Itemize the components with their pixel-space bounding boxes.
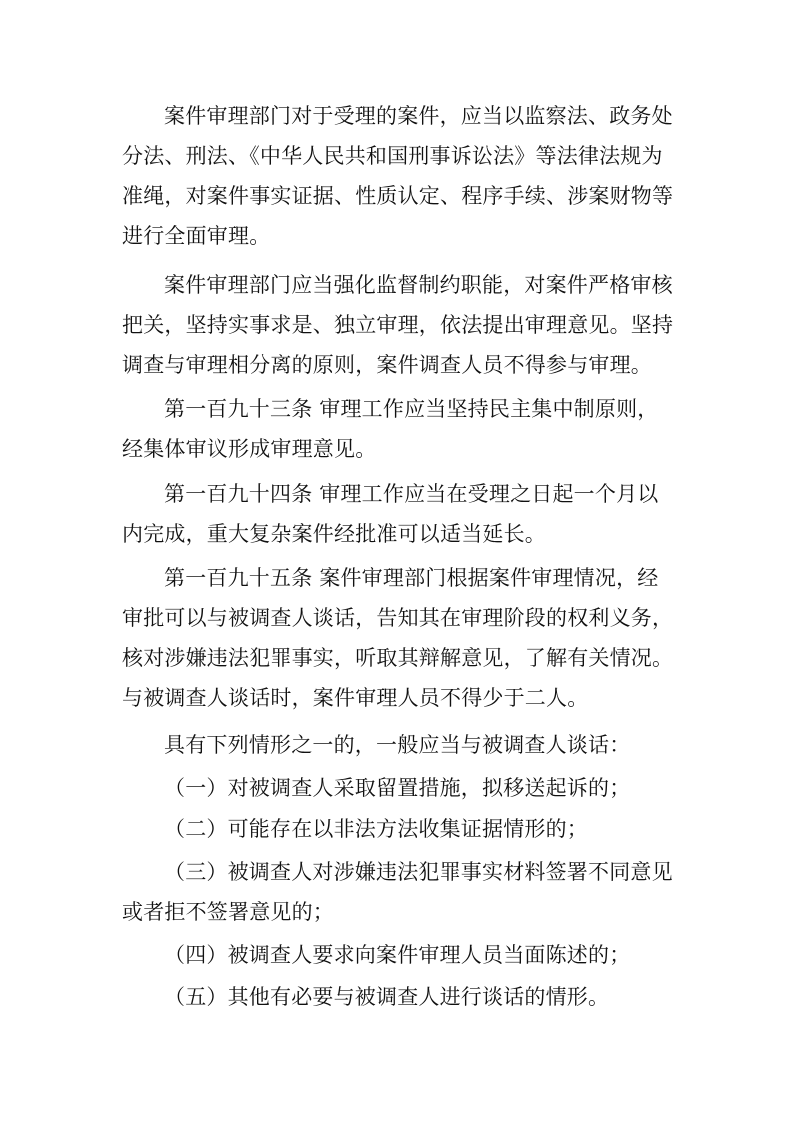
list-item-condition-2 [122,809,588,849]
text-line: 第一百九十三条 审理工作应当坚持民主集中制原则， [164,397,659,421]
text-line: 调查与审理相分离的原则，案件调查人员不得参与审理。 [122,353,652,377]
text-line: 与被调查人谈话时，案件审理人员不得少于二人。 [122,686,589,710]
paragraph-conditions-intro [122,725,630,765]
text-line: 案件审理部门对于受理的案件，应当以监察法、政务处 [164,104,673,128]
text-line: （一）对被调查人采取留置措施，拟移送起诉的； [164,776,631,800]
text-line: 审批可以与被调查人谈话，告知其在审理阶段的权利义务， [122,606,674,630]
paragraph-case-review-scope [122,96,673,256]
text-line: 准绳，对案件事实证据、性质认定、程序手续、涉案财物等 [122,184,674,208]
paragraph-article-193 [122,389,658,469]
paragraph-article-195 [122,558,673,718]
text-line: 第一百九十五条 案件审理部门根据案件审理情况，经 [164,566,659,590]
list-item-condition-3 [122,852,673,932]
text-line: 经集体审议形成审理意见。 [122,437,377,461]
text-line: （四）被调查人要求向案件审理人员当面陈述的； [164,943,631,967]
text-line: 进行全面审理。 [122,224,271,248]
text-line: 把关，坚持实事求是、独立审理，依法提出审理意见。坚持 [122,313,674,337]
text-line: 具有下列情形之一的，一般应当与被调查人谈话： [164,733,631,757]
list-item-condition-5 [122,977,609,1017]
list-item-condition-4 [122,935,630,975]
paragraph-article-194 [122,474,658,554]
text-line: （三）被调查人对涉嫌违法犯罪事实材料签署不同意见 [164,860,673,884]
text-line: 案件审理部门应当强化监督制约职能，对案件严格审核 [164,273,673,297]
text-line: 或者拒不签署意见的； [122,900,334,924]
text-line: （五）其他有必要与被调查人进行谈话的情形。 [164,985,610,1009]
list-item-condition-1 [122,768,630,808]
text-line: 核对涉嫌违法犯罪事实，听取其辩解意见，了解有关情况。 [122,646,674,670]
text-line: 内完成，重大复杂案件经批准可以适当延长。 [122,522,546,546]
text-line: 第一百九十四条 审理工作应当在受理之日起一个月以 [164,482,659,506]
text-line: （二）可能存在以非法方法收集证据情形的； [164,817,588,841]
text-line: 分法、刑法、《中华人民共和国刑事诉讼法》等法律法规为 [122,144,663,168]
paragraph-supervision-duty [122,265,673,385]
